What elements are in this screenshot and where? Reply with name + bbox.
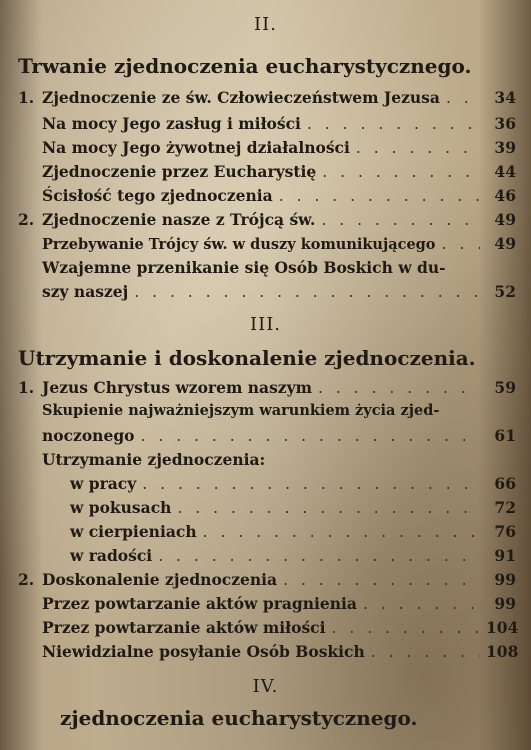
- toc-entry: Na mocy Jego żywotnej działalności . . . 39: [18, 138, 516, 160]
- toc-entry: w cierpieniach . . . 76: [18, 522, 516, 544]
- toc-entry: Utrzymanie zjednoczenia:: [42, 450, 266, 469]
- section-numeral-3: III.: [249, 314, 282, 335]
- toc-entry: Przez powtarzanie aktów pragnienia . . . 99: [18, 594, 516, 616]
- toc-entry: Wzajemne przenikanie się Osób Boskich w du-: [42, 258, 446, 277]
- toc-entry: w pracy . . . 66: [18, 474, 516, 496]
- toc-entry: Na mocy Jego zasług i miłości . . . 36: [18, 114, 516, 136]
- toc-entry: Skupienie najważniejszym warunkiem życia zjed-: [42, 402, 440, 419]
- toc-entry: noczonego . . . 61: [18, 426, 516, 448]
- section-numeral-2: II.: [254, 14, 277, 35]
- toc-entry: szy naszej . . . 52: [18, 282, 516, 304]
- toc-entry: Ścisłość tego zjednoczenia . . . 46: [18, 186, 516, 208]
- toc-entry: 1. Jezus Chrystus wzorem naszym . . . 59: [18, 378, 516, 400]
- toc-entry: 2. Doskonalenie zjednoczenia . . . 99: [18, 570, 516, 592]
- toc-entry: w pokusach . . . 72: [18, 498, 516, 520]
- toc-entry: Przez powtarzanie aktów miłości . . . 104: [18, 618, 516, 640]
- section-title-3: Utrzymanie i doskonalenie zjednoczenia.: [18, 346, 476, 370]
- toc-entry: w radości . . . 91: [18, 546, 516, 568]
- toc-entry: Przebywanie Trójcy św. w duszy komunikującego . . . 49: [18, 234, 516, 256]
- section-title-4: zjednoczenia eucharystycznego.: [60, 706, 418, 730]
- section-numeral-4: IV.: [252, 676, 279, 697]
- toc-entry: 2. Zjednoczenie nasze z Trójcą św. . . . 49: [18, 210, 516, 232]
- toc-entry: Zjednoczenie przez Eucharystię . . . 44: [18, 162, 516, 184]
- toc-entry: Niewidzialne posyłanie Osób Boskich . . . 108: [18, 642, 516, 664]
- toc-entry: 1. Zjednoczenie ze św. Człowieczeństwem Jezusa . . . 34: [18, 88, 516, 110]
- section-title-2: Trwanie zjednoczenia eucharystycznego.: [18, 54, 472, 78]
